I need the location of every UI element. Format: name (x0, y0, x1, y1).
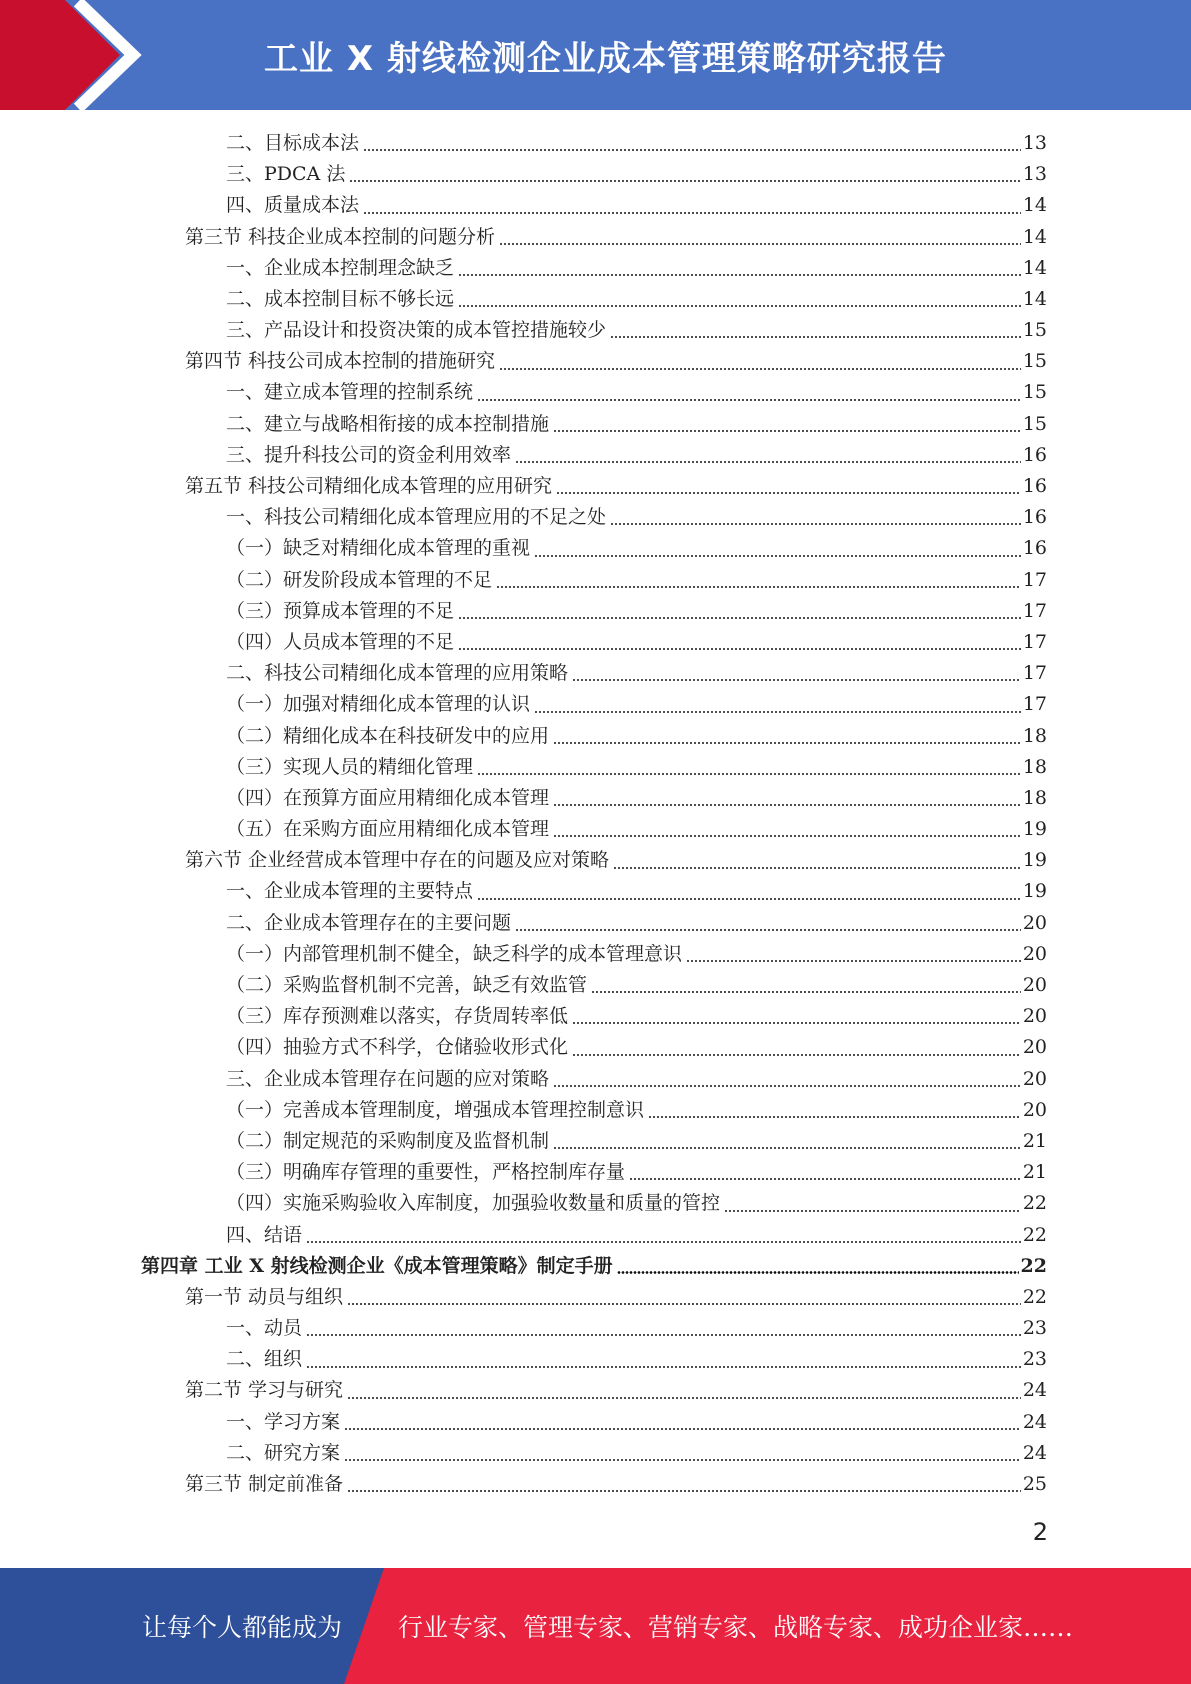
toc-dot-leader (347, 1303, 1021, 1305)
toc-dot-leader (610, 523, 1021, 525)
toc-entry[interactable] (0, 752, 1191, 783)
toc-dot-leader (515, 929, 1021, 931)
toc-entry-title: （三）库存预测难以落实，存货周转率低 (226, 1005, 569, 1028)
toc-dot-leader (306, 1366, 1021, 1368)
toc-entry[interactable] (0, 190, 1191, 221)
toc-entry-page: 21 (1022, 1129, 1047, 1152)
toc-entry-page: 20 (1022, 974, 1047, 997)
toc-entry-page: 22 (1020, 1254, 1047, 1277)
toc-entry[interactable] (0, 1251, 1191, 1282)
toc-entry-page: 24 (1022, 1410, 1047, 1433)
toc-entry[interactable] (0, 315, 1191, 346)
toc-entry[interactable] (0, 721, 1191, 752)
document-title: 工业 X 射线检测企业成本管理策略研究报告 (264, 38, 947, 79)
toc-entry[interactable] (0, 409, 1191, 440)
page-number: 2 (1032, 1518, 1048, 1546)
toc-dot-leader (572, 1022, 1021, 1024)
toc-dot-leader (553, 1085, 1021, 1087)
toc-entry-title: 二、目标成本法 (226, 131, 360, 154)
toc-dot-leader (617, 1271, 1019, 1274)
toc-entry[interactable] (0, 689, 1191, 720)
toc-dot-leader (553, 742, 1021, 744)
toc-dot-leader (534, 711, 1021, 713)
toc-entry[interactable] (0, 970, 1191, 1001)
toc-entry[interactable] (0, 1001, 1191, 1032)
toc-entry[interactable] (0, 128, 1191, 159)
toc-dot-leader (458, 274, 1021, 276)
toc-entry-title: 一、学习方案 (226, 1410, 341, 1433)
toc-entry-page: 23 (1022, 1348, 1047, 1371)
toc-dot-leader (363, 149, 1021, 151)
toc-entry[interactable] (0, 1469, 1191, 1500)
toc-dot-leader (499, 243, 1021, 245)
toc-dot-leader (344, 1428, 1021, 1430)
toc-dot-leader (572, 1054, 1021, 1056)
toc-entry-title: 第三节 科技企业成本控制的问题分析 (185, 225, 496, 248)
toc-entry[interactable] (0, 1095, 1191, 1126)
toc-entry[interactable] (0, 1157, 1191, 1188)
toc-dot-leader (496, 586, 1021, 588)
toc-entry-title: 第六节 企业经营成本管理中存在的问题及应对策略 (185, 849, 610, 872)
toc-entry[interactable] (0, 845, 1191, 876)
toc-entry-page: 25 (1022, 1473, 1047, 1496)
toc-dot-leader (347, 1490, 1021, 1492)
toc-entry-title: 四、质量成本法 (226, 194, 360, 217)
toc-entry[interactable] (0, 1220, 1191, 1251)
toc-entry[interactable] (0, 1032, 1191, 1063)
toc-dot-leader (344, 1459, 1021, 1461)
toc-entry-title: 第四节 科技公司成本控制的措施研究 (185, 350, 496, 373)
toc-dot-leader (306, 1334, 1021, 1336)
toc-entry-title: 二、研究方案 (226, 1441, 341, 1464)
toc-dot-leader (553, 430, 1021, 432)
toc-entry[interactable] (0, 1376, 1191, 1407)
toc-entry-title: （一）缺乏对精细化成本管理的重视 (226, 537, 531, 560)
toc-entry-title: 第一节 动员与组织 (185, 1285, 344, 1308)
toc-dot-leader (306, 1241, 1021, 1243)
toc-entry-title: 三、产品设计和投资决策的成本管控措施较少 (226, 319, 607, 342)
toc-entry-page: 19 (1022, 880, 1047, 903)
toc-entry-title: （四）在预算方面应用精细化成本管理 (226, 786, 550, 809)
toc-entry-title: （一）内部管理机制不健全，缺乏科学的成本管理意识 (226, 942, 683, 965)
toc-entry[interactable] (0, 222, 1191, 253)
toc-entry-page: 20 (1022, 1005, 1047, 1028)
toc-entry[interactable] (0, 284, 1191, 315)
toc-entry-title: 一、建立成本管理的控制系统 (226, 381, 474, 404)
toc-entry-page: 18 (1022, 786, 1047, 809)
toc-entry[interactable] (0, 1438, 1191, 1469)
toc-dot-leader (572, 679, 1021, 681)
toc-entry-page: 21 (1022, 1161, 1047, 1184)
toc-dot-leader (610, 336, 1021, 338)
toc-entry-title: 第三节 制定前准备 (185, 1473, 344, 1496)
toc-entry[interactable] (0, 533, 1191, 564)
toc-entry-page: 13 (1022, 163, 1047, 186)
toc-entry-title: 一、企业成本控制理念缺乏 (226, 256, 455, 279)
toc-entry-page: 17 (1022, 693, 1047, 716)
toc-entry-title: 二、组织 (226, 1348, 303, 1371)
toc-entry-page: 17 (1022, 599, 1047, 622)
toc-entry-title: 二、成本控制目标不够长远 (226, 287, 455, 310)
toc-entry[interactable] (0, 378, 1191, 409)
toc-entry[interactable] (0, 596, 1191, 627)
toc-entry-page: 20 (1022, 942, 1047, 965)
toc-entry[interactable] (0, 253, 1191, 284)
toc-entry[interactable] (0, 627, 1191, 658)
footer-slogan-left: 让每个人都能成为 (142, 1613, 343, 1642)
toc-entry-title: 第二节 学习与研究 (185, 1379, 344, 1402)
toc-entry-title: （三）明确库存管理的重要性，严格控制库存量 (226, 1161, 626, 1184)
toc-dot-leader (477, 898, 1021, 900)
toc-dot-leader (553, 835, 1021, 837)
toc-entry[interactable] (0, 877, 1191, 908)
toc-entry-page: 17 (1022, 630, 1047, 653)
toc-entry-title: 二、科技公司精细化成本管理的应用策略 (226, 662, 569, 685)
toc-entry-page: 16 (1022, 537, 1047, 560)
toc-entry-page: 15 (1022, 319, 1047, 342)
toc-entry-page: 18 (1022, 724, 1047, 747)
toc-entry-page: 18 (1022, 755, 1047, 778)
toc-entry[interactable] (0, 658, 1191, 689)
header-arrow-graphic (0, 0, 150, 110)
toc-dot-leader (724, 1210, 1021, 1212)
toc-entry[interactable] (0, 1344, 1191, 1375)
toc-dot-leader (347, 1397, 1021, 1399)
toc-entry-title: 三、提升科技公司的资金利用效率 (226, 443, 512, 466)
toc-entry-title: 第五节 科技公司精细化成本管理的应用研究 (185, 475, 553, 498)
toc-entry-title: 第四章 工业 X 射线检测企业《成本管理策略》制定手册 (141, 1254, 613, 1277)
toc-dot-leader (515, 461, 1021, 463)
toc-entry[interactable] (0, 1282, 1191, 1313)
toc-entry-title: （二）制定规范的采购制度及监督机制 (226, 1129, 550, 1152)
toc-entry-title: （二）研发阶段成本管理的不足 (226, 568, 493, 591)
toc-entry-title: （三）实现人员的精细化管理 (226, 755, 474, 778)
toc-dot-leader (458, 305, 1021, 307)
table-of-contents (0, 128, 1191, 1500)
toc-entry-page: 14 (1022, 256, 1047, 279)
toc-entry-title: （一）加强对精细化成本管理的认识 (226, 693, 531, 716)
toc-entry[interactable] (0, 1064, 1191, 1095)
toc-entry[interactable] (0, 565, 1191, 596)
toc-entry-page: 20 (1022, 1067, 1047, 1090)
toc-entry-title: 一、科技公司精细化成本管理应用的不足之处 (226, 506, 607, 529)
toc-entry[interactable] (0, 1313, 1191, 1344)
toc-entry-title: （二）精细化成本在科技研发中的应用 (226, 724, 550, 747)
toc-entry-page: 16 (1022, 475, 1047, 498)
toc-entry-title: 一、企业成本管理的主要特点 (226, 880, 474, 903)
toc-entry-title: 三、PDCA 法 (226, 163, 346, 186)
toc-dot-leader (363, 212, 1021, 214)
toc-dot-leader (458, 617, 1021, 619)
toc-entry-page: 16 (1022, 506, 1047, 529)
toc-dot-leader (458, 648, 1021, 650)
toc-dot-leader (553, 1147, 1021, 1149)
toc-entry-page: 17 (1022, 568, 1047, 591)
toc-dot-leader (477, 399, 1021, 401)
toc-dot-leader (591, 991, 1021, 993)
toc-dot-leader (648, 1116, 1021, 1118)
toc-entry-page: 13 (1022, 131, 1047, 154)
toc-entry-page: 17 (1022, 662, 1047, 685)
toc-entry[interactable] (0, 346, 1191, 377)
toc-dot-leader (556, 492, 1021, 494)
toc-dot-leader (349, 180, 1020, 182)
toc-entry-title: （五）在采购方面应用精细化成本管理 (226, 818, 550, 841)
toc-entry-page: 14 (1022, 194, 1047, 217)
toc-entry[interactable] (0, 440, 1191, 471)
toc-dot-leader (613, 867, 1021, 869)
toc-entry-title: 二、企业成本管理存在的主要问题 (226, 911, 512, 934)
toc-entry-page: 22 (1022, 1285, 1047, 1308)
toc-entry-page: 16 (1022, 443, 1047, 466)
toc-entry-title: 一、动员 (226, 1317, 303, 1340)
toc-entry-page: 15 (1022, 381, 1047, 404)
toc-entry[interactable] (0, 814, 1191, 845)
toc-entry-page: 19 (1022, 849, 1047, 872)
toc-entry-title: 二、建立与战略相衔接的成本控制措施 (226, 412, 550, 435)
toc-dot-leader (629, 1178, 1021, 1180)
toc-entry-page: 20 (1022, 1036, 1047, 1059)
toc-entry[interactable] (0, 939, 1191, 970)
toc-entry-title: 四、结语 (226, 1223, 303, 1246)
toc-entry[interactable] (0, 471, 1191, 502)
toc-entry-page: 22 (1022, 1223, 1047, 1246)
toc-dot-leader (686, 960, 1021, 962)
toc-entry-page: 20 (1022, 911, 1047, 934)
toc-entry[interactable] (0, 1126, 1191, 1157)
toc-entry-title: 三、企业成本管理存在问题的应对策略 (226, 1067, 550, 1090)
toc-entry[interactable] (0, 502, 1191, 533)
toc-entry-title: （四）人员成本管理的不足 (226, 630, 455, 653)
page-footer (0, 1568, 1191, 1684)
page-header (0, 0, 1191, 110)
toc-dot-leader (477, 773, 1021, 775)
toc-entry[interactable] (0, 159, 1191, 190)
toc-entry-page: 20 (1022, 1098, 1047, 1121)
toc-entry-page: 14 (1022, 287, 1047, 310)
toc-entry-page: 14 (1022, 225, 1047, 248)
toc-entry-page: 19 (1022, 818, 1047, 841)
toc-entry-page: 24 (1022, 1441, 1047, 1464)
toc-entry-page: 24 (1022, 1379, 1047, 1402)
footer-slogan-right: 行业专家、管理专家、营销专家、战略专家、成功企业家…… (398, 1613, 1074, 1642)
toc-entry-page: 15 (1022, 350, 1047, 373)
toc-entry-title: （三）预算成本管理的不足 (226, 599, 455, 622)
toc-entry[interactable] (0, 783, 1191, 814)
toc-entry-title: （四）实施采购验收入库制度，加强验收数量和质量的管控 (226, 1192, 721, 1215)
toc-dot-leader (499, 368, 1021, 370)
toc-entry[interactable] (0, 1188, 1191, 1219)
toc-entry-title: （一）完善成本管理制度，增强成本管理控制意识 (226, 1098, 645, 1121)
toc-entry-page: 23 (1022, 1317, 1047, 1340)
toc-entry-page: 15 (1022, 412, 1047, 435)
toc-entry[interactable] (0, 908, 1191, 939)
toc-dot-leader (534, 555, 1021, 557)
toc-dot-leader (553, 804, 1021, 806)
toc-entry-page: 22 (1022, 1192, 1047, 1215)
toc-entry-title: （二）采购监督机制不完善，缺乏有效监管 (226, 974, 588, 997)
toc-entry-title: （四）抽验方式不科学，仓储验收形式化 (226, 1036, 569, 1059)
toc-entry[interactable] (0, 1407, 1191, 1438)
